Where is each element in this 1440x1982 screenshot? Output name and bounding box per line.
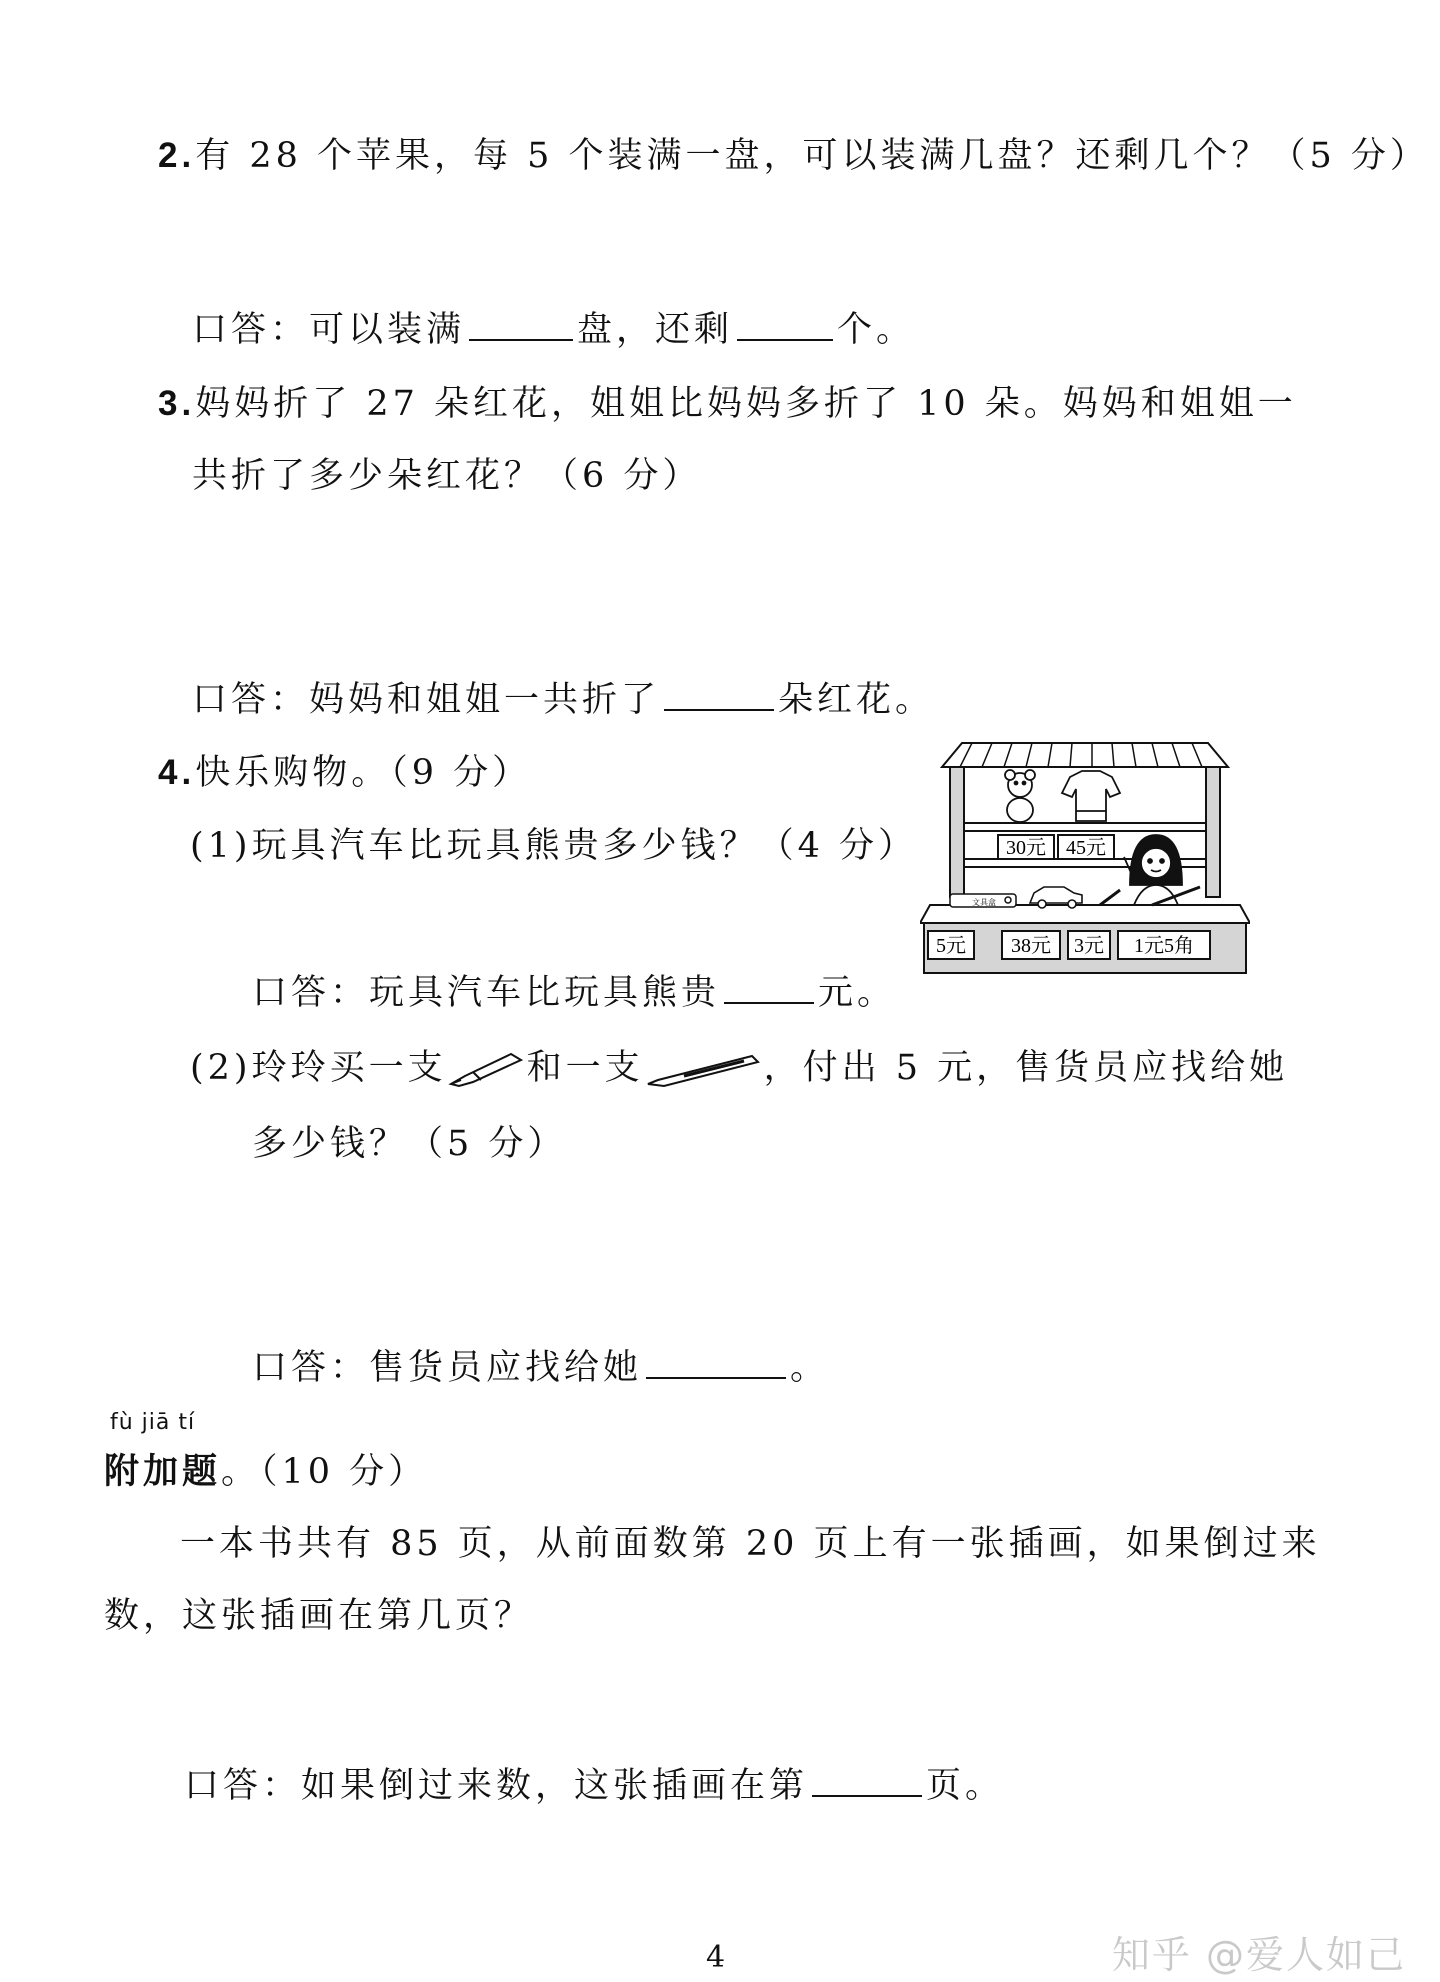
shopkeeper-girl-icon <box>1124 835 1182 905</box>
q4-sub2-blank[interactable] <box>646 1343 786 1379</box>
fountain-pen-icon <box>447 1050 527 1090</box>
teddy-bear-icon <box>1005 770 1035 822</box>
sweater-icon <box>1062 771 1120 821</box>
q3-answer-prefix: 口答：妈妈和姐姐一共折了 <box>192 680 661 720</box>
q2-number: 2. <box>158 136 196 175</box>
q4-sub2-line1 <box>190 1040 1288 1090</box>
bonus-text-line1 <box>180 1516 1321 1566</box>
q4-title: 快乐购物。（9 分） <box>195 753 532 793</box>
q4-sub2-answer-line <box>252 1340 829 1390</box>
q3-line2: 共折了多少朵红花？（6 分） <box>192 456 702 496</box>
watermark: 知乎 @爱人如己 <box>1111 1933 1406 1977</box>
q4-sub1-answer-line <box>252 965 896 1015</box>
q3-blank-total[interactable] <box>664 675 774 711</box>
q4-sub1-answer-prefix: 口答：玩具汽车比玩具熊贵 <box>252 973 721 1013</box>
q4-sub1-text: (1)玩具汽车比玩具熊贵多少钱？（4 分） <box>190 826 917 866</box>
q3-line1: 妈妈折了 27 朵红花，姐姐比妈妈多折了 10 朵。妈妈和姐姐一 <box>195 384 1297 424</box>
q4-sub2-line2 <box>252 1116 566 1166</box>
bonus-blank[interactable] <box>812 1761 922 1797</box>
q2-text: 有 28 个苹果，每 5 个装满一盘，可以装满几盘？还剩几个？（5 分） <box>195 136 1429 176</box>
bonus-score: 。（10 分） <box>221 1452 428 1492</box>
q2-answer-prefix: 口答：可以装满 <box>192 310 466 350</box>
price-tag-pen: 3元 <box>1074 935 1104 957</box>
price-tag-sweater: 45元 <box>1066 837 1106 859</box>
q3-answer-line <box>192 672 934 722</box>
q2-blank-plates[interactable] <box>469 305 573 341</box>
shop-stall-illustration <box>920 735 1250 980</box>
q2-answer-line <box>192 302 915 352</box>
q4-sub2-line2-text: 多少钱？（5 分） <box>252 1124 567 1164</box>
q3-answer-suffix: 朵红花。 <box>778 680 935 720</box>
q4-sub1-blank[interactable] <box>724 968 814 1004</box>
q3-text-line1 <box>158 376 1297 426</box>
pencil-box-label: 文具盒 <box>972 898 996 907</box>
q4-sub2-part1: (2)玲玲买一支 <box>190 1048 447 1088</box>
bonus-pinyin: fù jiā tí <box>110 1410 196 1435</box>
mechanical-pencil-icon <box>644 1050 764 1090</box>
price-tag-pencil-box: 5元 <box>936 935 966 957</box>
bonus-answer-prefix: 口答：如果倒过来数，这张插画在第 <box>184 1766 809 1806</box>
counter-pen-icon <box>1100 890 1120 905</box>
q4-title-line <box>158 745 531 795</box>
q3-number: 3. <box>158 384 196 423</box>
bonus-answer-suffix: 页。 <box>926 1766 1005 1806</box>
q4-sub1-answer-suffix: 元。 <box>818 973 897 1013</box>
page-number: 4 <box>706 1940 726 1975</box>
q3-text-line2 <box>192 448 701 498</box>
price-tag-pencil: 1元5角 <box>1134 935 1194 957</box>
pencil-box-icon <box>950 894 1016 907</box>
q4-sub2-answer-prefix: 口答：售货员应找给她 <box>252 1348 643 1388</box>
bonus-line2: 数，这张插画在第几页？ <box>104 1596 534 1636</box>
bonus-title: 附加题 <box>104 1451 222 1492</box>
q2-answer-suffix: 个。 <box>837 310 916 350</box>
q4-sub1-line <box>190 818 917 868</box>
q2-blank-remaining[interactable] <box>737 305 833 341</box>
bonus-answer-line <box>184 1758 1004 1808</box>
price-tag-toy-car: 38元 <box>1011 935 1051 957</box>
q4-sub2-answer-suffix: 。 <box>790 1348 830 1388</box>
q2-answer-mid: 盘，还剩 <box>577 310 734 350</box>
bonus-line1: 一本书共有 85 页，从前面数第 20 页上有一张插画，如果倒过来 <box>180 1524 1321 1564</box>
bonus-text-line2 <box>104 1588 533 1638</box>
q2-text-line <box>158 128 1429 178</box>
bonus-title-line <box>104 1444 427 1494</box>
q4-sub2-part3: ，付出 5 元，售货员应找给她 <box>763 1048 1289 1088</box>
price-tag-bear: 30元 <box>1006 837 1046 859</box>
q4-number: 4. <box>158 753 196 792</box>
q4-sub2-part2: 和一支 <box>526 1048 644 1088</box>
